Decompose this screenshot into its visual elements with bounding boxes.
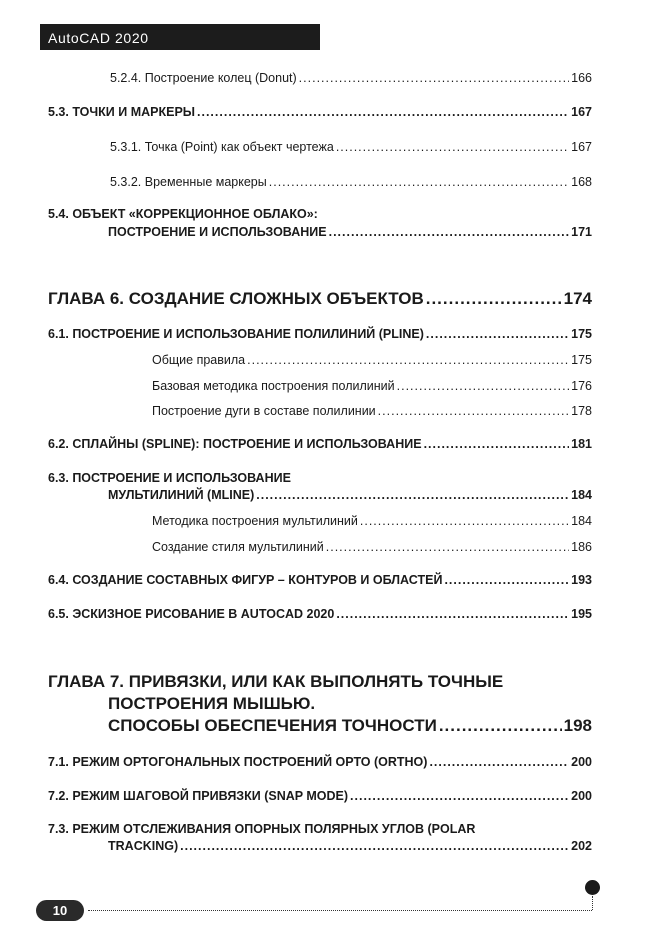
toc-entry-label: ПОСТРОЕНИЕ И ИСПОЛЬЗОВАНИЕ	[108, 225, 327, 239]
toc-entry-page: 166	[571, 71, 592, 85]
toc-entry-page: 181	[571, 437, 592, 451]
toc-entry-7-1[interactable]	[48, 755, 592, 769]
toc-entry-page: 184	[571, 488, 592, 502]
toc-entry-label: TRACKING)	[108, 839, 179, 853]
toc-entry-label: 6.5. ЭСКИЗНОЕ РИСОВАНИЕ В AUTOCAD 2020	[48, 607, 335, 621]
toc-entry-page: 171	[571, 225, 592, 239]
toc-chapter-7-line1[interactable]: ГЛАВА 7. ПРИВЯЗКИ, ИЛИ КАК ВЫПОЛНЯТЬ ТОЧНЫЕ	[48, 672, 504, 691]
toc-entry-label: Построение дуги в составе полилинии	[152, 404, 376, 418]
toc-entry-basic-method[interactable]	[152, 379, 592, 393]
toc-entry-label: Базовая методика построения полилиний	[152, 379, 395, 393]
toc-entry-6-4[interactable]	[48, 573, 592, 587]
dot-leader	[350, 789, 569, 803]
toc-entry-page: 168	[571, 175, 592, 189]
toc-chapter-7[interactable]	[108, 716, 592, 736]
dot-leader	[336, 140, 569, 154]
toc-chapter-7-line2[interactable]: ПОСТРОЕНИЯ МЫШЬЮ.	[108, 694, 316, 713]
toc-entry-page: 178	[571, 404, 592, 418]
toc-entry-label: 6.2. СПЛАЙНЫ (SPLINE): ПОСТРОЕНИЕ И ИСПОЛЬЗОВАНИЕ	[48, 437, 422, 451]
page-number-badge	[36, 900, 84, 921]
toc-entry-label: 5.2.4. Построение колец (Donut)	[110, 71, 297, 85]
toc-entry-5-3[interactable]	[48, 105, 592, 119]
toc-entry-page: 184	[571, 514, 592, 528]
toc-chapter-label: СПОСОБЫ ОБЕСПЕЧЕНИЯ ТОЧНОСТИ	[108, 716, 437, 735]
dot-leader	[360, 514, 569, 528]
toc-entry-5-3-2[interactable]	[110, 175, 592, 189]
toc-entry-5-2-4[interactable]	[110, 71, 592, 85]
toc-entry-6-3[interactable]	[108, 488, 592, 502]
toc-entry-arc-in-polyline[interactable]	[152, 404, 592, 418]
toc-entry-label: 5.3.1. Точка (Point) как объект чертежа	[110, 140, 334, 154]
toc-entry-5-4[interactable]	[108, 225, 592, 239]
toc-entry-page: 195	[571, 607, 592, 621]
toc-entry-6-3-line1[interactable]: 6.3. ПОСТРОЕНИЕ И ИСПОЛЬЗОВАНИЕ	[48, 471, 291, 485]
toc-entry-label: МУЛЬТИЛИНИЙ (MLINE)	[108, 488, 255, 502]
toc-entry-5-4-line1[interactable]: 5.4. ОБЪЕКТ «КОРРЕКЦИОННОЕ ОБЛАКО»:	[48, 207, 318, 221]
dot-leader	[326, 540, 569, 554]
dot-leader	[197, 105, 569, 119]
toc-entry-page: 167	[571, 105, 592, 119]
dot-leader	[444, 573, 569, 587]
running-header-title: AutoCAD 2020	[48, 30, 149, 46]
dot-leader	[426, 327, 569, 341]
toc-entry-7-2[interactable]	[48, 789, 592, 803]
toc-entry-label: Общие правила	[152, 353, 246, 367]
toc-entry-6-5[interactable]	[48, 607, 592, 621]
dot-leader	[269, 175, 569, 189]
running-header	[40, 24, 320, 50]
toc-entry-page: 167	[571, 140, 592, 154]
toc-entry-page: 175	[571, 353, 592, 367]
toc-entry-label: 6.1. ПОСТРОЕНИЕ И ИСПОЛЬЗОВАНИЕ ПОЛИЛИНИЙ (PLINE)	[48, 327, 424, 341]
dot-leader	[247, 353, 569, 367]
dot-leader	[429, 755, 569, 769]
toc-entry-mline-style[interactable]	[152, 540, 592, 554]
dot-leader	[256, 488, 569, 502]
dot-leader	[299, 71, 569, 85]
toc-entry-page: 186	[571, 540, 592, 554]
toc-entry-page: 200	[571, 789, 592, 803]
toc-entry-page: 176	[571, 379, 592, 393]
dot-leader	[424, 437, 570, 451]
toc-entry-page: 193	[571, 573, 592, 587]
toc-entry-6-2[interactable]	[48, 437, 592, 451]
toc-chapter-6[interactable]	[48, 289, 592, 309]
toc-entry-6-1[interactable]	[48, 327, 592, 341]
toc-entry-label: Методика построения мультилиний	[152, 514, 358, 528]
toc-entry-7-3[interactable]	[108, 839, 592, 853]
toc-entry-label: 5.3. ТОЧКИ И МАРКЕРЫ	[48, 105, 196, 119]
dot-leader	[397, 379, 570, 393]
toc-entry-5-3-1[interactable]	[110, 140, 592, 154]
toc-chapter-label: ГЛАВА 6. СОЗДАНИЕ СЛОЖНЫХ ОБЪЕКТОВ	[48, 289, 424, 308]
dot-leader	[439, 716, 562, 736]
dot-leader	[329, 225, 570, 239]
toc-entry-label: 6.4. СОЗДАНИЕ СОСТАВНЫХ ФИГУР – КОНТУРОВ И ОБЛАСТЕЙ	[48, 573, 443, 587]
page-number: 10	[52, 903, 68, 918]
toc-chapter-page: 174	[563, 289, 592, 308]
dot-leader	[180, 839, 569, 853]
footer-dotted-line	[88, 910, 592, 911]
toc-entry-page: 202	[571, 839, 592, 853]
toc-entry-page: 200	[571, 755, 592, 769]
dot-leader	[336, 607, 569, 621]
toc-entry-general-rules[interactable]	[152, 353, 592, 367]
toc-entry-mline-method[interactable]	[152, 514, 592, 528]
toc-entry-label: 7.1. РЕЖИМ ОРТОГОНАЛЬНЫХ ПОСТРОЕНИЙ ОРТО (ORTHO)	[48, 755, 428, 769]
toc-entry-7-3-line1[interactable]: 7.3. РЕЖИМ ОТСЛЕЖИВАНИЯ ОПОРНЫХ ПОЛЯРНЫХ УГЛОВ (POLAR	[48, 822, 476, 836]
toc-chapter-page: 198	[563, 716, 592, 735]
dot-leader	[378, 404, 569, 418]
toc-entry-label: Создание стиля мультилиний	[152, 540, 324, 554]
toc-entry-page: 175	[571, 327, 592, 341]
footer-dotted-tick	[592, 896, 593, 910]
toc-entry-label: 5.3.2. Временные маркеры	[110, 175, 267, 189]
toc-entry-label: 7.2. РЕЖИМ ШАГОВОЙ ПРИВЯЗКИ (SNAP MODE)	[48, 789, 349, 803]
dot-leader	[426, 289, 562, 309]
footer-dot-marker	[585, 880, 600, 895]
